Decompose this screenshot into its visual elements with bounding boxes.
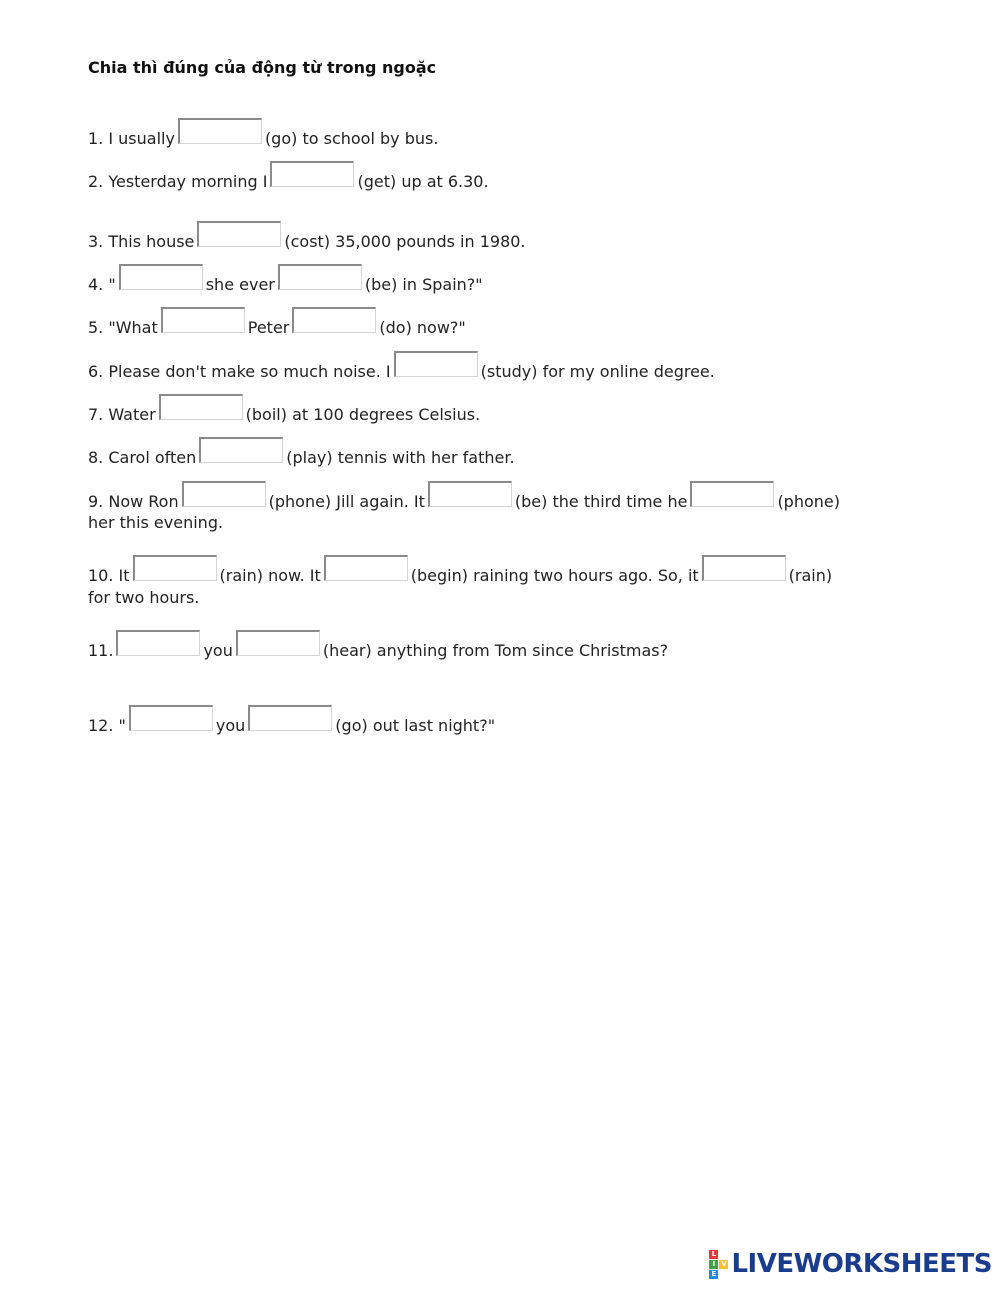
answer-input-4b[interactable] [278,264,362,290]
question-text: (go) out last night?" [335,716,496,735]
question-text: 10. It [88,566,130,585]
question-text: 9. Now Ron [88,492,179,511]
question-text: she ever [205,275,275,294]
question-text: 4. " [88,275,116,294]
answer-input-10b[interactable] [324,555,408,581]
question-12 [88,705,495,737]
logo-letter: I [709,1260,718,1269]
answer-input-7[interactable] [159,394,243,420]
question-text: 11. [88,641,114,660]
question-11 [88,630,668,662]
logo-letter: L [709,1250,718,1259]
answer-input-2[interactable] [270,161,354,187]
question-text: (cost) 35,000 pounds in 1980. [284,232,526,251]
question-9-continuation: her this evening. [88,513,224,532]
question-text: (rain) [788,566,833,585]
answer-input-12a[interactable] [129,705,213,731]
question-text: 7. Water [88,405,156,424]
answer-input-9a[interactable] [182,481,266,507]
question-2 [88,161,489,193]
question-text: 3. This house [88,232,195,251]
answer-input-5b[interactable] [292,307,376,333]
question-text: you [203,641,233,660]
question-text: (be) in Spain?" [364,275,483,294]
question-text: (phone) Jill again. It [268,492,425,511]
answer-input-1[interactable] [178,118,262,144]
question-text: (hear) anything from Tom since Christmas? [322,641,669,660]
answer-input-6[interactable] [394,351,478,377]
question-text: (go) to school by bus. [264,129,439,148]
logo-blocks-icon [709,1250,728,1279]
question-1 [88,118,438,150]
question-text: (study) for my online degree. [480,362,715,381]
question-5 [88,307,466,339]
page-title: Chia thì đúng của động từ trong ngoặc [88,58,437,77]
answer-input-8[interactable] [199,437,283,463]
question-3 [88,221,526,253]
answer-input-11a[interactable] [116,630,200,656]
question-text: 5. "What [88,318,158,337]
question-text: 8. Carol often [88,448,197,467]
question-9 [88,481,840,513]
question-text: (do) now?" [379,318,466,337]
question-text: 6. Please don't make so much noise. I [88,362,391,381]
question-10 [88,555,832,587]
logo-text: LIVEWORKSHEETS [731,1249,992,1279]
answer-input-12b[interactable] [248,705,332,731]
question-text: (rain) now. It [219,566,321,585]
logo-letter: V [721,1259,727,1268]
question-text: you [215,716,246,735]
answer-input-10a[interactable] [133,555,217,581]
answer-input-10c[interactable] [702,555,786,581]
answer-input-4a[interactable] [119,264,203,290]
question-text: 1. I usually [88,129,175,148]
question-7 [88,394,480,426]
question-text: (phone) [777,492,840,511]
question-text: 2. Yesterday morning I [88,172,268,191]
question-10-continuation: for two hours. [88,588,200,607]
question-text: Peter [247,318,290,337]
answer-input-9c[interactable] [690,481,774,507]
question-text: (play) tennis with her father. [286,448,515,467]
answer-input-3[interactable] [197,221,281,247]
question-text: (get) up at 6.30. [357,172,489,191]
question-6 [88,351,715,383]
logo-letter: E [709,1270,718,1279]
question-text: (begin) raining two hours ago. So, it [410,566,699,585]
liveworksheets-logo [709,1251,992,1277]
question-text: 12. " [88,716,126,735]
question-4 [88,264,483,296]
answer-input-9b[interactable] [428,481,512,507]
question-text: (be) the third time he [514,492,688,511]
question-text: (boil) at 100 degrees Celsius. [245,405,481,424]
question-8 [88,437,515,469]
answer-input-11b[interactable] [236,630,320,656]
answer-input-5a[interactable] [161,307,245,333]
